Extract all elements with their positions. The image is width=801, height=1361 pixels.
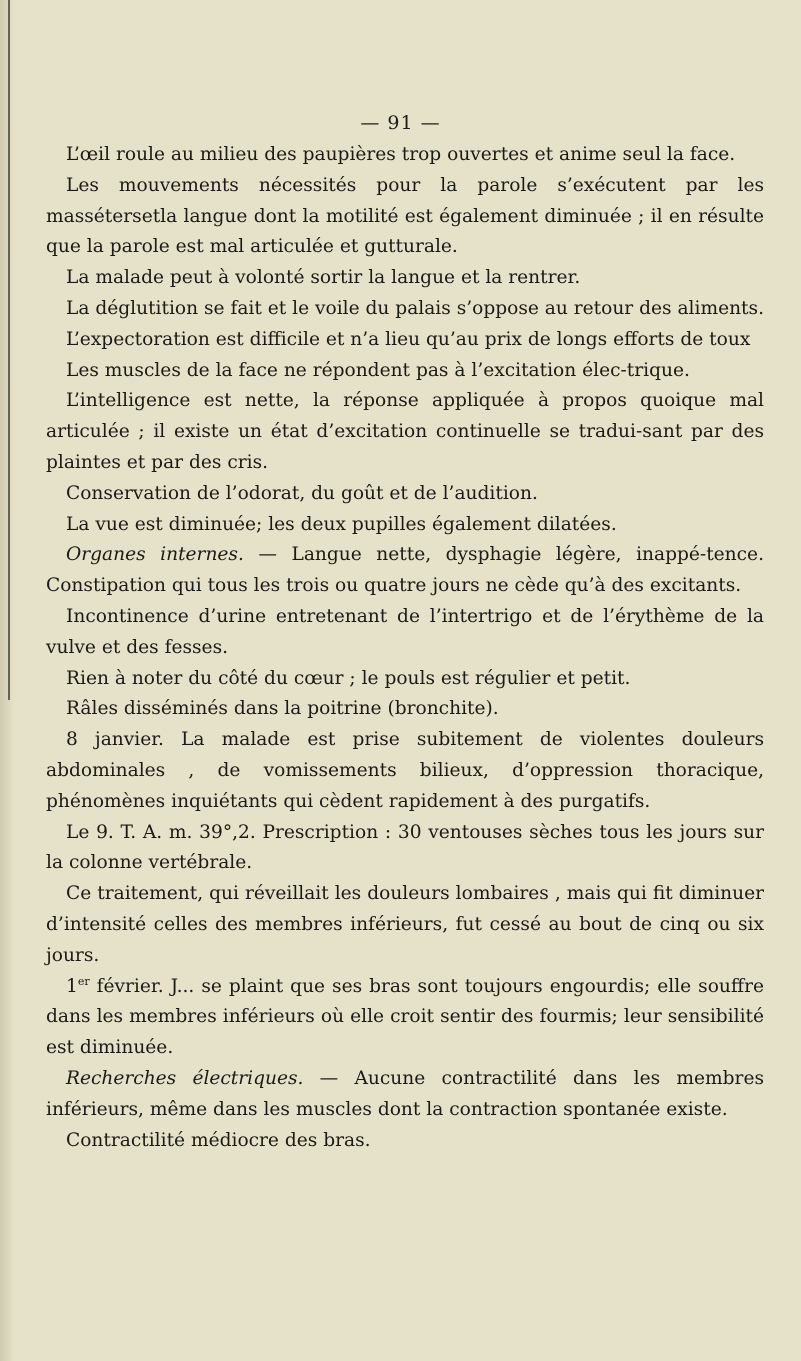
paragraph-organes-internes	[46, 540, 764, 602]
page-edge-line	[8, 0, 10, 700]
page-number: — 91 —	[360, 112, 441, 134]
date-day: 1	[66, 975, 78, 997]
paragraph: Contractilité médiocre des bras.	[66, 1129, 371, 1151]
paragraph: Conservation de l’odorat, du goût et de l’audition.	[66, 482, 538, 504]
paragraph: La malade peut à volonté sortir la langue et la rentrer.	[66, 267, 581, 289]
paragraph: Incontinence d’urine entretenant de l’intertrigo et de l’érythème de la vulve et des fesses.	[46, 605, 764, 658]
paragraph: Le 9. T. A. m. 39°,2. Prescription : 30 ventouses sèches tous les jours sur la colonne vertébrale.	[46, 821, 764, 874]
paragraph: L’expectoration est difficile et n’a lieu qu’au prix de longs efforts de toux	[66, 328, 751, 350]
paragraph-fevrier	[46, 972, 764, 1064]
paragraph: L’intelligence est nette, la réponse appliquée à propos quoique mal articulée ; il existe un état d’excitation continuelle se tradui-sant par des plaintes et par des cris.	[46, 390, 764, 473]
paragraph-text: — Langue nette, dysphagie légère, inappé-tence. Constipation qui tous les trois ou quatre jours ne cède qu’à des excitants.	[46, 544, 764, 597]
paragraph: Rien à noter du côté du cœur ; le pouls est régulier et petit.	[66, 667, 631, 689]
paragraph: L’œil roule au milieu des paupières trop ouvertes et anime seul la face.	[66, 144, 736, 165]
body-text	[46, 140, 764, 1156]
paragraph-recherches	[46, 1064, 764, 1126]
paragraph: 8 janvier. La malade est prise subitement de violentes douleurs abdominales , de vomissements bilieux, d’oppression thoracique, phénomènes inquiétants qui cèdent rapidement à des purgatifs.	[46, 729, 764, 812]
paragraph: Ce traitement, qui réveillait les douleurs lombaires , mais qui fit diminuer d’intensité celles des membres inférieurs, fut cessé au bout de cinq ou six jours.	[46, 883, 764, 966]
paragraph: Râles disséminés dans la poitrine (bronchite).	[66, 698, 499, 720]
paragraph-text: février. J... se plaint que ses bras sont toujours engourdis; elle souffre dans les membres inférieurs où elle croit sentir des fourmis; leur sensibilité est diminuée.	[46, 975, 764, 1059]
paragraph: Les muscles de la face ne répondent pas à l’excitation élec-trique.	[66, 359, 690, 381]
section-heading: Recherches électriques.	[66, 1067, 304, 1089]
paragraph: Les mouvements nécessités pour la parole s’exécutent par les massétersetla langue dont la motilité est également diminuée ; il en résulte que la parole est mal articulée et gutturale.	[46, 174, 764, 258]
paragraph: La déglutition se fait et le voile du palais s’oppose au retour des aliments.	[66, 297, 764, 319]
paragraph: La vue est diminuée; les deux pupilles également dilatées.	[66, 513, 617, 535]
page-spine-shadow	[0, 0, 14, 1361]
date-superscript: er	[77, 974, 90, 988]
section-heading: Organes internes.	[66, 544, 244, 566]
paragraph-text: — Aucune contractilité dans les membres inférieurs, même dans les muscles dont la contraction spontanée existe.	[46, 1067, 764, 1120]
